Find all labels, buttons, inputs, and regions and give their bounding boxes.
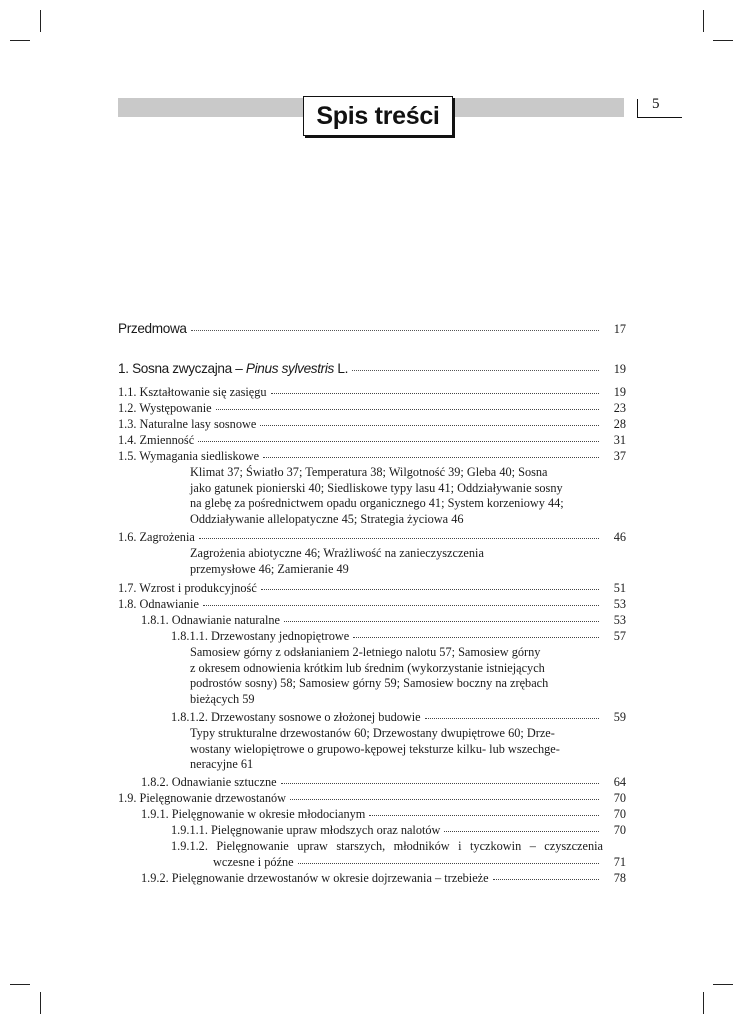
toc-page: 31 [613, 433, 626, 447]
toc-subtopics-1-8-1-2: Typy strukturalne drzewostanów 60; Drzewostany dwupiętrowe 60; Drze- wostany wielopiętrowe o grupowo-kępowej teksturze kilku- lub wszechge- neracyjne 61 [190, 726, 560, 771]
crop-mark [40, 992, 41, 1014]
toc-page: 70 [613, 807, 626, 821]
toc-label: 1.8. Odnawianie [118, 597, 199, 611]
dot-leader [290, 797, 599, 800]
toc-page: 78 [613, 871, 626, 885]
page-number-rule [637, 117, 682, 118]
toc-page: 53 [613, 613, 626, 627]
dot-leader [191, 328, 599, 331]
toc-entry[interactable] [118, 530, 626, 545]
toc-page: 19 [613, 362, 626, 376]
toc-entry-1-9-1-2-line1[interactable]: 1.9.1.2. Pielęgnowanie upraw starszych, młodników i tyczkowin – czyszczenia [171, 839, 603, 853]
crop-mark [10, 40, 30, 41]
toc-entry[interactable] [141, 807, 626, 822]
toc-page: 37 [613, 449, 626, 463]
toc-entry[interactable] [118, 433, 626, 448]
toc-page: 70 [613, 823, 626, 837]
dot-leader [281, 781, 599, 784]
page-number: 5 [652, 96, 660, 112]
dot-leader [216, 407, 599, 410]
dot-leader [369, 813, 599, 816]
crop-mark [713, 984, 733, 985]
toc-entry[interactable] [118, 791, 626, 806]
toc-page: 53 [613, 597, 626, 611]
toc-label: 1.9.2. Pielęgnowanie drzewostanów w okresie dojrzewania – trzebieże [141, 871, 489, 885]
dot-leader [271, 391, 599, 394]
toc-page: 64 [613, 775, 626, 789]
toc-subtopics-1-5: Klimat 37; Światło 37; Temperatura 38; Wilgotność 39; Gleba 40; Sosna jako gatunek pionierski 40; Siedliskowe typy lasu 41; Oddziaływanie sosny na glebę za pośrednictwem opadu organicznego 41; System korzeniowy 44; Oddziaływanie allelopatyczne 45; Strategia życiowa 46 [190, 465, 564, 526]
toc-page: 23 [613, 401, 626, 415]
toc-label: 1.8.2. Odnawianie sztuczne [141, 775, 277, 789]
crop-mark [40, 10, 41, 32]
dot-leader [298, 861, 599, 864]
toc-label: 1. Sosna zwyczajna – Pinus sylvestris L. [118, 361, 349, 376]
toc-entry-chapter-1[interactable] [118, 361, 626, 377]
crop-mark [10, 984, 30, 985]
toc-entry[interactable] [213, 855, 626, 870]
dot-leader [353, 635, 599, 638]
toc-page: 71 [613, 855, 626, 869]
toc-entry[interactable] [171, 629, 626, 644]
toc-page: 46 [613, 530, 626, 544]
toc-label: Przedmowa [118, 321, 187, 336]
toc-label: 1.2. Występowanie [118, 401, 212, 415]
toc-label: 1.9. Pielęgnowanie drzewostanów [118, 791, 287, 805]
toc-entry[interactable] [118, 385, 626, 400]
toc-entry[interactable] [171, 823, 626, 838]
toc-entry[interactable] [118, 449, 626, 464]
toc-subtopics-1-6: Zagrożenia abiotyczne 46; Wrażliwość na zanieczyszczenia przemysłowe 46; Zamieranie 49 [190, 546, 484, 576]
dot-leader [425, 716, 599, 719]
page-number-rule [637, 99, 638, 117]
crop-mark [713, 40, 733, 41]
dot-leader [199, 536, 599, 539]
toc-entry[interactable] [141, 613, 626, 628]
toc-label: wczesne i późne [213, 855, 294, 869]
toc-label: 1.8.1.2. Drzewostany sosnowe o złożonej budowie [171, 710, 421, 724]
toc-page: 57 [613, 629, 626, 643]
toc-label: 1.7. Wzrost i produkcyjność [118, 581, 257, 595]
toc-page: 59 [613, 710, 626, 724]
dot-leader [261, 587, 599, 590]
toc-label: 1.5. Wymagania siedliskowe [118, 449, 260, 463]
toc-label: 1.9.1. Pielęgnowanie w okresie młodocianym [141, 807, 366, 821]
toc-label: 1.6. Zagrożenia [118, 530, 195, 544]
toc-label: 1.3. Naturalne lasy sosnowe [118, 417, 257, 431]
toc-page: 51 [613, 581, 626, 595]
toc-entry[interactable] [118, 597, 626, 612]
crop-mark [703, 992, 704, 1014]
dot-leader [493, 877, 599, 880]
toc-page: 17 [613, 322, 626, 336]
toc-label: 1.9.1.1. Pielęgnowanie upraw młodszych oraz nalotów [171, 823, 441, 837]
toc-label: 1.4. Zmienność [118, 433, 195, 447]
dot-leader [198, 439, 599, 442]
toc-entry[interactable] [171, 710, 626, 725]
dot-leader [203, 603, 599, 606]
dot-leader [444, 829, 599, 832]
crop-mark [703, 10, 704, 32]
page-title: Spis treści [303, 96, 453, 136]
toc-label: 1.8.1. Odnawianie naturalne [141, 613, 280, 627]
toc-entry[interactable] [141, 775, 626, 790]
toc-subtopics-1-8-1-1: Samosiew górny z odsłanianiem 2-letniego nalotu 57; Samosiew górny z okresem odnowienia krótkim lub średnim (wykorzystanie istniejących podrostów sosny) 58; Samosiew górny 59; Samosiew boczny na zrębach bieżących 59 [190, 645, 549, 706]
toc-entry[interactable] [141, 871, 626, 886]
toc-page: 28 [613, 417, 626, 431]
toc-entry[interactable] [118, 581, 626, 596]
toc-label: 1.1. Kształtowanie się zasięgu [118, 385, 267, 399]
toc-entry-przedmowa[interactable] [118, 321, 626, 337]
toc-label: 1.8.1.1. Drzewostany jednopiętrowe [171, 629, 350, 643]
toc-entry[interactable] [118, 417, 626, 432]
toc-page: 19 [613, 385, 626, 399]
dot-leader [260, 423, 599, 426]
dot-leader [263, 455, 599, 458]
dot-leader [352, 368, 599, 371]
toc-entry[interactable] [118, 401, 626, 416]
dot-leader [284, 619, 599, 622]
toc-page: 70 [613, 791, 626, 805]
